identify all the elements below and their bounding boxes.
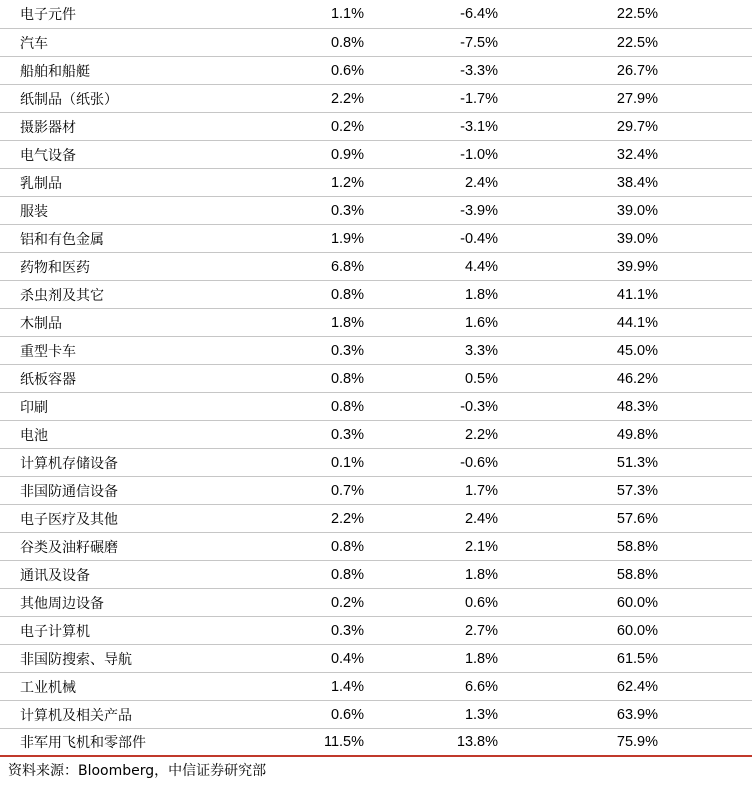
value-col-3-cell: 61.5% [616, 650, 658, 667]
value-col-3-cell: 57.6% [616, 510, 658, 527]
value-col-2-cell: -1.0% [460, 146, 498, 163]
industry-name-cell: 非国防搜索、导航 [20, 651, 132, 668]
value-col-3-cell: 58.8% [616, 538, 658, 555]
value-col-2-cell: -0.4% [460, 230, 498, 247]
value-col-1-cell: 1.9% [330, 230, 364, 247]
value-col-3-cell: 60.0% [616, 622, 658, 639]
value-col-2-cell: 3.3% [464, 342, 498, 359]
value-col-1-cell: 11.5% [323, 734, 364, 750]
value-col-1-cell: 0.8% [330, 34, 364, 51]
industry-name-cell: 计算机及相关产品 [20, 707, 132, 724]
value-col-2-cell: -7.5% [460, 34, 498, 51]
table-row [0, 85, 752, 113]
value-col-3-cell: 62.4% [616, 678, 658, 695]
table-row [0, 729, 752, 757]
value-col-1-cell: 0.8% [330, 286, 364, 303]
value-col-1-cell: 0.1% [330, 454, 364, 471]
value-col-1-cell: 0.2% [330, 594, 364, 611]
table-row [0, 617, 752, 645]
value-col-3-cell: 22.5% [616, 34, 658, 51]
industry-name-cell: 木制品 [20, 315, 62, 332]
table-row [0, 253, 752, 281]
value-col-1-cell: 0.3% [330, 202, 364, 219]
value-col-2-cell: 1.7% [464, 482, 498, 499]
value-col-3-cell: 41.1% [616, 286, 658, 303]
value-col-2-cell: 2.4% [464, 510, 498, 527]
industry-name-cell: 纸制品（纸张） [20, 91, 118, 108]
source-note: 资料来源：Bloomberg，中信证券研究部 [8, 763, 267, 779]
industry-name-cell: 船舶和船艇 [20, 63, 90, 80]
value-col-3-cell: 39.0% [616, 230, 658, 247]
value-col-3-cell: 39.9% [616, 258, 658, 275]
value-col-3-cell: 29.7% [616, 118, 658, 135]
value-col-2-cell: 4.4% [464, 258, 498, 275]
industry-name-cell: 服装 [20, 203, 48, 220]
value-col-1-cell: 6.8% [330, 258, 364, 275]
table-row [0, 365, 752, 393]
value-col-2-cell: 0.5% [464, 370, 498, 387]
industry-name-cell: 重型卡车 [20, 343, 76, 360]
value-col-1-cell: 0.8% [330, 566, 364, 583]
value-col-3-cell: 45.0% [616, 342, 658, 359]
industry-name-cell: 其他周边设备 [20, 595, 104, 612]
value-col-1-cell: 0.6% [330, 62, 364, 79]
industry-name-cell: 乳制品 [20, 175, 62, 192]
industry-name-cell: 通讯及设备 [20, 567, 90, 584]
value-col-1-cell: 0.8% [330, 538, 364, 555]
table-row [0, 645, 752, 673]
value-col-2-cell: -3.3% [460, 62, 498, 79]
value-col-1-cell: 1.2% [330, 174, 364, 191]
value-col-3-cell: 48.3% [616, 398, 658, 415]
value-col-3-cell: 22.5% [616, 6, 658, 22]
value-col-1-cell: 2.2% [330, 90, 364, 107]
table-row [0, 281, 752, 309]
table-row [0, 561, 752, 589]
industry-name-cell: 电子计算机 [20, 623, 90, 640]
value-col-2-cell: -3.1% [460, 118, 498, 135]
value-col-2-cell: -6.4% [460, 6, 498, 22]
industry-name-cell: 电气设备 [20, 147, 76, 164]
value-col-2-cell: 6.6% [464, 678, 498, 695]
industry-name-cell: 非军用飞机和零部件 [20, 735, 146, 751]
value-col-1-cell: 0.8% [330, 398, 364, 415]
value-col-3-cell: 57.3% [616, 482, 658, 499]
value-col-3-cell: 27.9% [616, 90, 658, 107]
table-row [0, 505, 752, 533]
table-row [0, 421, 752, 449]
value-col-2-cell: 2.4% [464, 174, 498, 191]
value-col-1-cell: 1.4% [330, 678, 364, 695]
value-col-2-cell: -0.3% [460, 398, 498, 415]
value-col-1-cell: 1.1% [330, 6, 364, 22]
value-col-3-cell: 46.2% [616, 370, 658, 387]
value-col-1-cell: 0.9% [330, 146, 364, 163]
value-col-1-cell: 0.3% [330, 622, 364, 639]
table-row [0, 673, 752, 701]
value-col-1-cell: 1.8% [330, 314, 364, 331]
industry-name-cell: 电子元件 [20, 7, 76, 23]
value-col-2-cell: 2.7% [464, 622, 498, 639]
value-col-2-cell: -3.9% [460, 202, 498, 219]
table-row [0, 225, 752, 253]
industry-name-cell: 谷类及油籽碾磨 [20, 539, 118, 556]
table-row [0, 169, 752, 197]
value-col-1-cell: 0.3% [330, 426, 364, 443]
value-col-1-cell: 0.7% [330, 482, 364, 499]
value-col-2-cell: 1.8% [464, 286, 498, 303]
value-col-1-cell: 0.8% [330, 370, 364, 387]
industry-name-cell: 计算机存储设备 [20, 455, 118, 472]
table-row [0, 0, 752, 29]
table-row [0, 449, 752, 477]
value-col-1-cell: 2.2% [330, 510, 364, 527]
value-col-3-cell: 58.8% [616, 566, 658, 583]
table-row [0, 197, 752, 225]
table-row [0, 29, 752, 57]
value-col-2-cell: 1.8% [464, 566, 498, 583]
value-col-2-cell: -0.6% [460, 454, 498, 471]
table-row [0, 393, 752, 421]
value-col-1-cell: 0.3% [330, 342, 364, 359]
industry-name-cell: 铝和有色金属 [20, 231, 104, 248]
table-row [0, 337, 752, 365]
table-row [0, 113, 752, 141]
industry-name-cell: 杀虫剂及其它 [20, 287, 104, 304]
industry-name-cell: 汽车 [20, 35, 48, 52]
industry-name-cell: 非国防通信设备 [20, 483, 118, 500]
value-col-2-cell: 1.8% [464, 650, 498, 667]
value-col-2-cell: 1.3% [464, 706, 498, 723]
value-col-2-cell: 2.1% [464, 538, 498, 555]
value-col-3-cell: 26.7% [616, 62, 658, 79]
value-col-3-cell: 60.0% [616, 594, 658, 611]
table-row [0, 309, 752, 337]
value-col-2-cell: 1.6% [464, 314, 498, 331]
value-col-3-cell: 38.4% [616, 174, 658, 191]
value-col-2-cell: -1.7% [460, 90, 498, 107]
industry-name-cell: 药物和医药 [20, 259, 90, 276]
table-row [0, 477, 752, 505]
value-col-3-cell: 39.0% [616, 202, 658, 219]
value-col-3-cell: 51.3% [616, 454, 658, 471]
value-col-3-cell: 44.1% [616, 314, 658, 331]
industry-name-cell: 印刷 [20, 399, 48, 416]
value-col-2-cell: 2.2% [464, 426, 498, 443]
industry-name-cell: 纸板容器 [20, 371, 76, 388]
value-col-1-cell: 0.2% [330, 118, 364, 135]
table-row [0, 533, 752, 561]
value-col-3-cell: 32.4% [616, 146, 658, 163]
table-row [0, 701, 752, 729]
table-row [0, 57, 752, 85]
value-col-1-cell: 0.6% [330, 706, 364, 723]
value-col-2-cell: 0.6% [464, 594, 498, 611]
value-col-3-cell: 63.9% [616, 706, 658, 723]
table-row [0, 141, 752, 169]
value-col-1-cell: 0.4% [330, 650, 364, 667]
industry-name-cell: 电子医疗及其他 [20, 511, 118, 528]
value-col-2-cell: 13.8% [456, 734, 498, 750]
industry-name-cell: 电池 [20, 427, 48, 444]
value-col-3-cell: 75.9% [616, 734, 658, 750]
table-row [0, 589, 752, 617]
industry-name-cell: 工业机械 [20, 679, 76, 696]
industry-name-cell: 摄影器材 [20, 119, 76, 136]
value-col-3-cell: 49.8% [616, 426, 658, 443]
